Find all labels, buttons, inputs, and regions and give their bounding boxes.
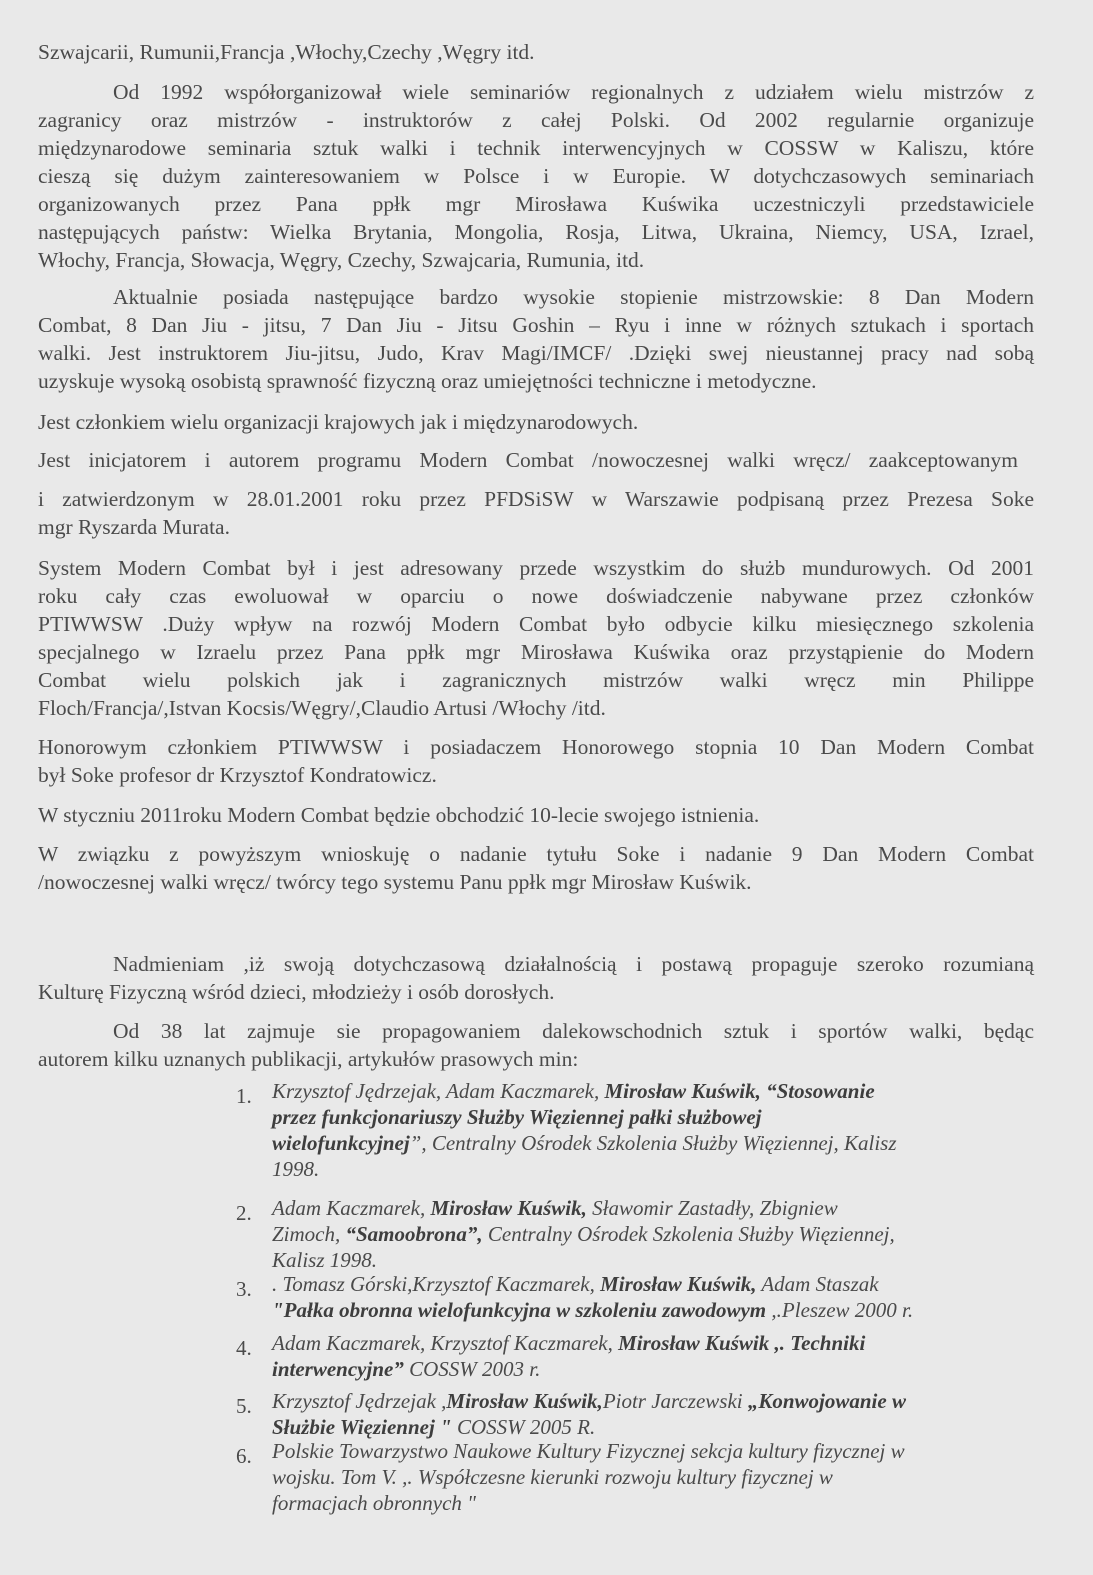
publication-text: . Tomasz Górski,Krzysztof Kaczmarek, [272,1272,601,1296]
publication-line [272,1195,1052,1222]
publication-bold-text: wielofunkcyjnej [272,1131,410,1155]
paragraph-line: autorem kilku uznanych publikacji, artykułów prasowych min: [38,1047,579,1071]
publication-line [272,1104,1052,1131]
paragraph-line: Floch/Francja/,Istvan Kocsis/Węgry/,Claudio Artusi /Włochy /itd. [38,696,606,720]
paragraph-line: System Modern Combat był i jest adresowany przede wszystkim do służb mundurowych. Od 2001 [38,556,1034,580]
publication-line [272,1271,1052,1298]
publication-bold-text: przez funkcjonariuszy Służby Więziennej pałki służbowej [272,1105,762,1129]
paragraph-line: następujących państw: Wielka Brytania, Mongolia, Rosja, Litwa, Ukraina, Niemcy, USA, Izrael, [38,220,1034,244]
publication-text: Krzysztof Jędrzejak , [272,1389,447,1413]
paragraph-line: Combat wielu polskich jak i zagranicznych mistrzów walki wręcz min Philippe [38,668,1034,692]
list-number: 1. [236,1084,252,1108]
publication-text: Krzysztof Jędrzejak, Adam Kaczmarek, [272,1079,605,1103]
list-number: 6. [236,1444,252,1468]
paragraph-line: zagranicy oraz mistrzów - instruktorów z całej Polski. Od 2002 regularnie organizuje [38,108,1034,132]
paragraph-line: organizowanych przez Pana ppłk mgr Mirosława Kuświka uczestniczyli przedstawiciele [38,192,1034,216]
publication-text: Centralny Ośrodek Szkolenia Służby Więziennej, [482,1222,895,1246]
paragraph-line: uzyskuje wysoką osobistą sprawność fizyczną oraz umiejętności techniczne i metodyczne. [38,369,817,393]
paragraph-line: był Soke profesor dr Krzysztof Kondratowicz. [38,763,437,787]
paragraph-line: Aktualnie posiada następujące bardzo wysokie stopienie mistrzowskie: 8 Dan Modern [113,285,1034,309]
paragraph-line: Nadmieniam ,iż swoją dotychczasową działalnością i postawą propaguje szeroko rozumianą [113,952,1034,976]
publication-text: Polskie Towarzystwo Naukowe Kultury Fizycznej sekcja kultury fizycznej w [272,1439,905,1463]
publication-line [272,1330,1052,1357]
list-number: 4. [236,1336,252,1360]
paragraph-line: cieszą się dużym zainteresowaniem w Polsce i w Europie. W dotychczasowych seminariach [38,164,1034,188]
paragraph-line: /nowoczesnej walki wręcz/ twórcy tego systemu Panu ppłk mgr Mirosław Kuświk. [38,870,752,894]
publication-text: 1998. [272,1157,320,1181]
paragraph-line: PTIWWSW .Duży wpływ na rozwój Modern Combat było odbycie kilku miesięcznego szkolenia [38,612,1034,636]
publication-line [272,1156,1052,1183]
publication-text: Adam Staszak [756,1272,879,1296]
publication-line [272,1490,1052,1517]
publication-text: Piotr Jarczewski [602,1389,748,1413]
publication-line [272,1356,1052,1383]
paragraph-line: Combat, 8 Dan Jiu - jitsu, 7 Dan Jiu - Jitsu Goshin – Ryu i inne w różnych sztukach i sportach [38,313,1034,337]
publication-bold-text: Służbie Więziennej " [272,1415,452,1439]
publication-text: COSSW 2003 r. [403,1357,541,1381]
list-number: 2. [236,1201,252,1225]
paragraph-line: walki. Jest instruktorem Jiu-jitsu, Judo, Krav Magi/IMCF/ .Dzięki swej nieustannej pracy nad sobą [38,341,1034,365]
publication-bold-text: Mirosław Kuświk, [600,1272,757,1296]
paragraph-line: specjalnego w Izraelu przez Pana ppłk mgr Mirosława Kuświka oraz przystąpienie do Modern [38,640,1034,664]
publication-text: ”, Centralny Ośrodek Szkolenia Służby Więziennej, Kalisz [409,1131,897,1155]
publication-bold-text: Mirosław Kuświk, [430,1196,587,1220]
paragraph-line: roku cały czas ewoluował w oparciu o nowe doświadczenie nabywane przez członków [38,584,1034,608]
publication-line [272,1247,1052,1274]
paragraph-line: międzynarodowe seminaria sztuk walki i technik interwencyjnych w COSSW w Kaliszu, które [38,136,1034,160]
paragraph-line: W związku z powyższym wnioskuję o nadanie tytułu Soke i nadanie 9 Dan Modern Combat [38,842,1034,866]
publication-bold-text: Mirosław Kuświk, [446,1389,603,1413]
paragraph-line: Kulturę Fizyczną wśród dzieci, młodzieży i osób dorosłych. [38,980,555,1004]
paragraph-line: W styczniu 2011roku Modern Combat będzie obchodzić 10-lecie swojego istnienia. [38,803,760,827]
publication-text: ,.Pleszew 2000 r. [766,1298,914,1322]
publication-line [272,1297,1052,1324]
publication-text: Kalisz 1998. [272,1248,378,1272]
paragraph-line: mgr Ryszarda Murata. [38,515,230,539]
paragraph-line: Od 1992 współorganizował wiele seminariów regionalnych z udziałem wielu mistrzów z [113,80,1034,104]
publication-text: Adam Kaczmarek, [272,1196,431,1220]
text-line: Szwajcarii, Rumunii,Francja ,Włochy,Czechy ,Węgry itd. [38,40,535,64]
paragraph-line: Od 38 lat zajmuje sie propagowaniem dalekowschodnich sztuk i sportów walki, będąc [113,1019,1034,1043]
publication-line [272,1221,1052,1248]
publication-line [272,1464,1052,1491]
paragraph-line: Jest członkiem wielu organizacji krajowych jak i międzynarodowych. [38,410,639,434]
publication-text: Adam Kaczmarek, Krzysztof Kaczmarek, [272,1331,619,1355]
publication-text: COSSW 2005 R. [451,1415,596,1439]
list-number: 5. [236,1394,252,1418]
publication-bold-text: "Pałka obronna wielofunkcyjna w szkoleniu zawodowym [272,1298,767,1322]
publication-line [272,1414,1052,1441]
paragraph-line: Włochy, Francja, Słowacja, Węgry, Czechy, Szwajcaria, Rumunia, itd. [38,248,645,272]
publication-line [272,1078,1052,1105]
paragraph-line: i zatwierdzonym w 28.01.2001 roku przez PFDSiSW w Warszawie podpisaną przez Prezesa Soke [38,487,1034,511]
publication-text: Sławomir Zastadły, Zbigniew [586,1196,838,1220]
paragraph-line: Honorowym członkiem PTIWWSW i posiadaczem Honorowego stopnia 10 Dan Modern Combat [38,735,1034,759]
publication-line [272,1388,1052,1415]
publication-text: wojsku. Tom V. ,. Współczesne kierunki rozwoju kultury fizycznej w [272,1465,833,1489]
publication-bold-text: Mirosław Kuświk, “Stosowanie [604,1079,875,1103]
publication-line [272,1130,1052,1157]
publication-bold-text: Mirosław Kuświk ,. Techniki [618,1331,866,1355]
paragraph-line: Jest inicjatorem i autorem programu Modern Combat /nowoczesnej walki wręcz/ zaakceptowanym [38,448,1018,472]
publication-bold-text: “Samoobrona”, [345,1222,483,1246]
publication-bold-text: „Konwojowanie w [747,1389,906,1413]
publication-text: formacjach obronnych " [272,1491,477,1515]
publication-line [272,1438,1052,1465]
list-number: 3. [236,1277,252,1301]
publication-bold-text: interwencyjne” [272,1357,404,1381]
publication-text: Zimoch, [272,1222,346,1246]
